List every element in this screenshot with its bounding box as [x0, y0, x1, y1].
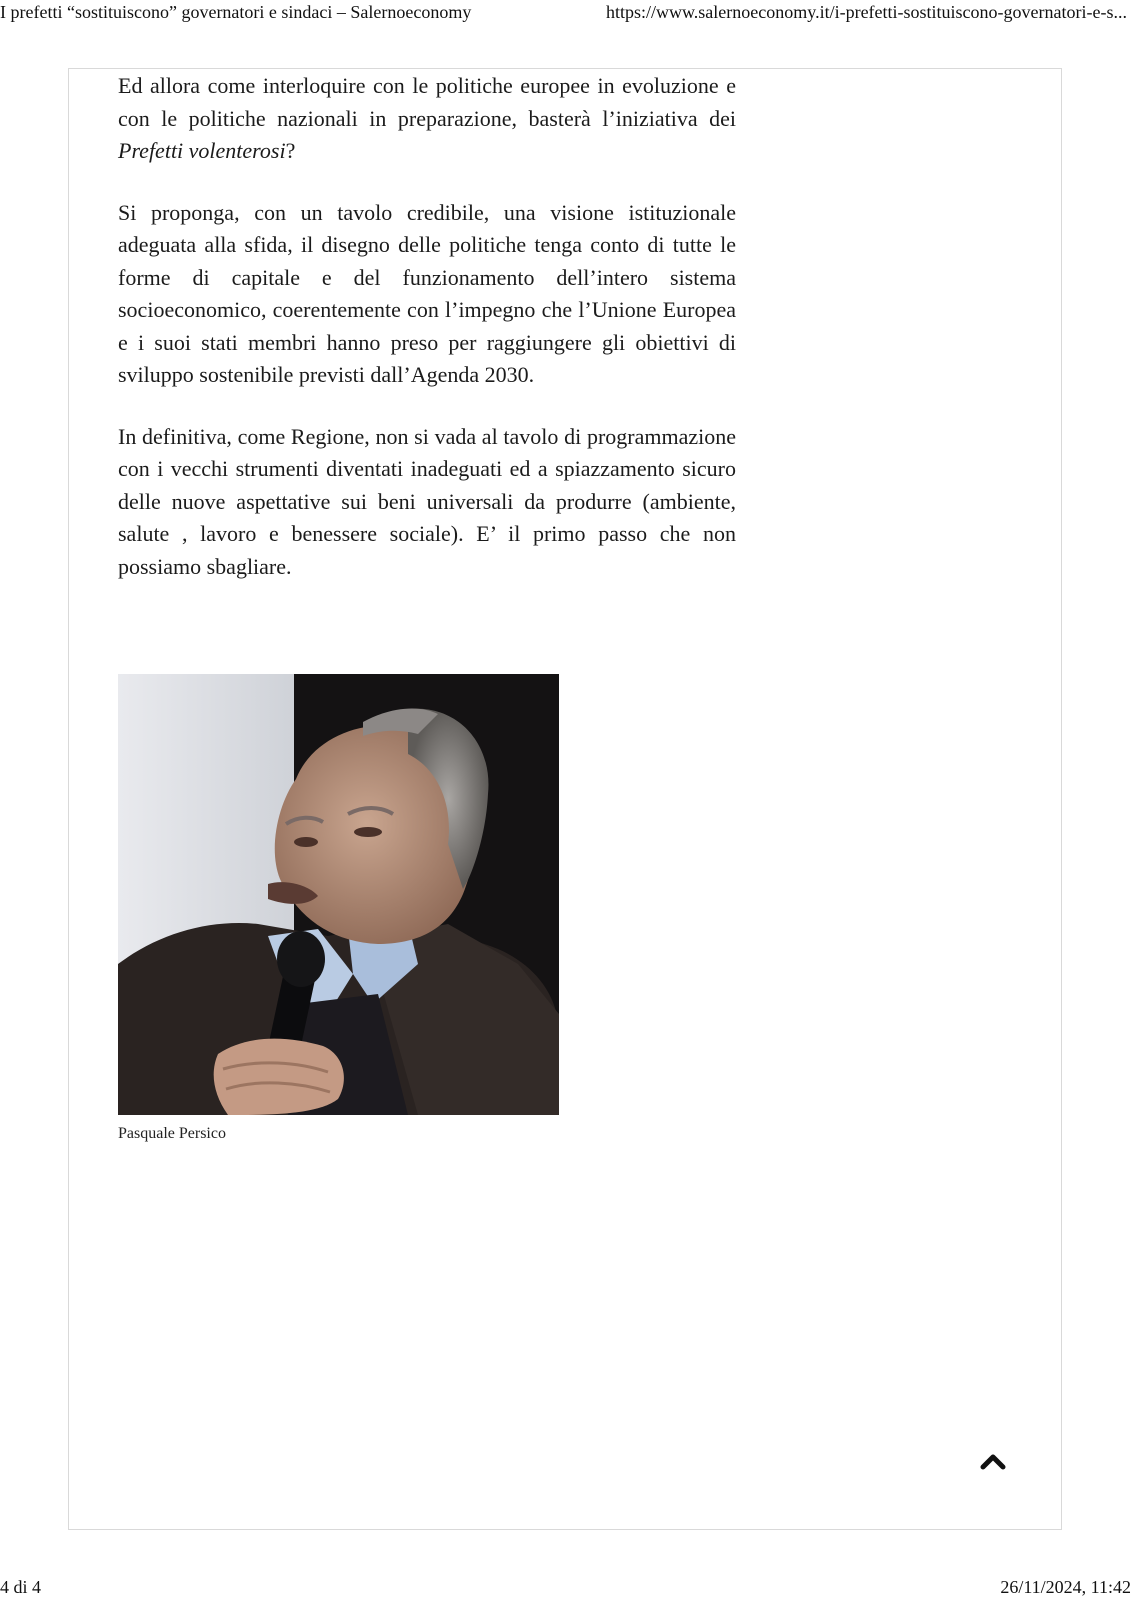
print-datetime: 26/11/2024, 11:42 — [1000, 1577, 1131, 1597]
paragraph-1-tail: ? — [285, 138, 296, 163]
paragraph-1-text: Ed allora come interloquire con le politiche europee in evoluzione e con le politiche nazionali in preparazione, basterà l’iniziativa dei — [118, 73, 736, 131]
article-paragraph-3: In definitiva, come Regione, non si vada al tavolo di programmazione con i vecchi strumenti diventati inadeguati ed a spiazzamento sicuro delle nuove aspettative sui beni universali da produrre (ambiente, salute , lavoro e benessere sociale). E’ il primo passo che non possiamo sbagliare. — [118, 423, 736, 579]
back-to-top-button[interactable] — [978, 1450, 1008, 1474]
article-paragraph-1 — [118, 70, 736, 168]
print-header-url: https://www.salernoeconomy.it/i-prefetti-sostituiscono-governatori-e-s... — [605, 2, 1127, 22]
page-number: 4 di 4 — [0, 1577, 42, 1597]
photo-caption: Pasquale Persico — [118, 1125, 226, 1142]
chevron-up-icon — [978, 1450, 1008, 1474]
article-paragraph-2: Si proponga, con un tavolo credibile, una visione istituzionale adeguata alla sfida, il disegno delle politiche tenga conto di tutte le forme di capitale e del funzionamento dell’intero sistema socioeconomico, coerentemente con l’impegno che l’Unione Europea e i suoi stati membri hanno preso per raggiungere gli obiettivi di sviluppo sostenibile previsti dall’Agenda 2030. — [118, 199, 736, 387]
article-body — [118, 70, 736, 612]
author-photo — [118, 674, 559, 1115]
print-header — [0, 0, 1131, 26]
paragraph-1-emphasis: Prefetti volenterosi — [118, 138, 286, 163]
print-header-title: I prefetti “sostituiscono” governatori e sindaci – Salernoeconomy — [0, 2, 472, 22]
print-footer — [0, 1576, 1131, 1598]
